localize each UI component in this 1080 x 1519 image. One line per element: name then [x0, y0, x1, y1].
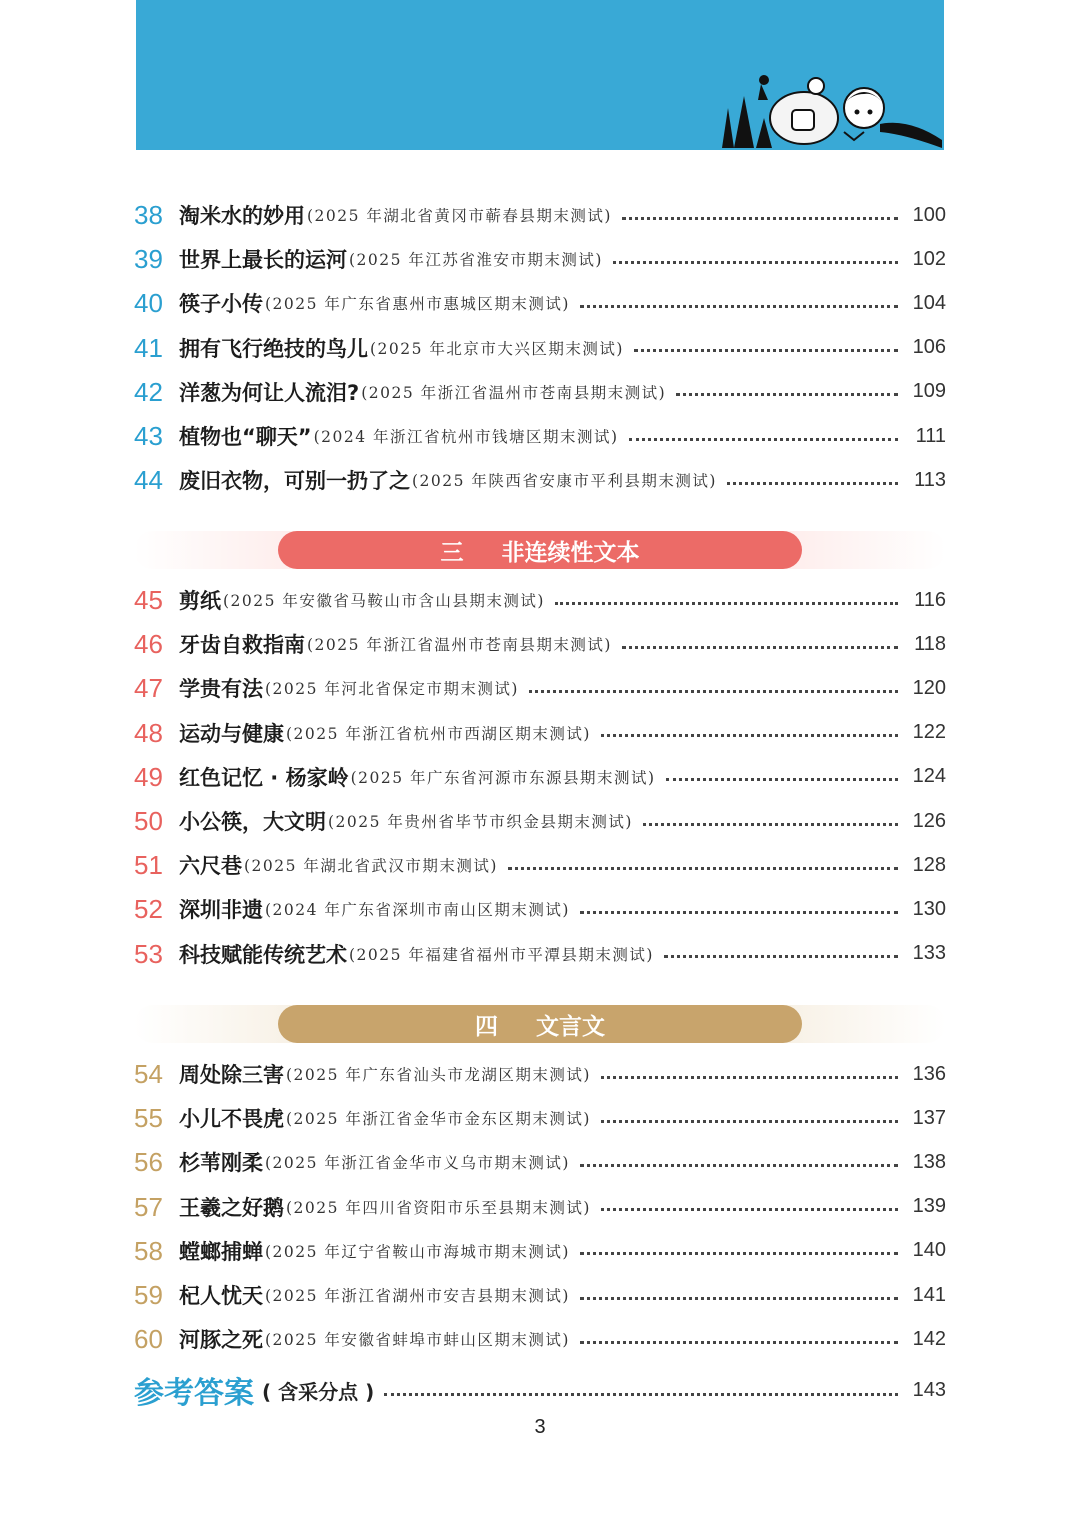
- section-number: 四: [475, 1013, 498, 1040]
- entry-source: (2024 年广东省深圳市南山区期末测试): [265, 901, 570, 920]
- leader-dots: [580, 1341, 898, 1344]
- toc-entry[interactable]: [134, 281, 946, 325]
- leader-dots: [676, 393, 898, 396]
- entry-source: (2025 年安徽省蚌埠市蚌山区期末测试): [265, 1331, 570, 1350]
- entry-title: 洋葱为何让人流泪?: [179, 380, 360, 405]
- entry-source: (2025 年广东省惠州市惠城区期末测试): [265, 295, 570, 314]
- entry-title: 拥有飞行绝技的鸟儿: [179, 336, 368, 361]
- leader-dots: [555, 602, 898, 605]
- entry-number: 38: [134, 200, 163, 231]
- leader-dots: [727, 482, 898, 485]
- entry-title: 淘米水的妙用: [179, 204, 305, 229]
- entry-title: 周处除三害: [179, 1063, 284, 1088]
- leader-dots: [622, 646, 898, 649]
- entry-source: (2025 年河北省保定市期末测试): [265, 680, 519, 699]
- entry-title: 河豚之死: [179, 1328, 263, 1353]
- entry-source: (2025 年浙江省金华市金东区期末测试): [286, 1110, 591, 1129]
- toc-entry[interactable]: [134, 326, 946, 370]
- toc-group-expository: [134, 193, 946, 502]
- entry-title: 学贵有法: [179, 677, 263, 702]
- entry-page-number: 124: [912, 765, 946, 788]
- entry-source: (2025 年江苏省淮安市期末测试): [349, 251, 603, 270]
- entry-number: 39: [134, 244, 163, 275]
- entry-number: 42: [134, 376, 163, 407]
- entry-source: (2025 年北京市大兴区期末测试): [370, 339, 624, 358]
- toc-entry[interactable]: [134, 1140, 946, 1184]
- footer-page-number: 3: [534, 1416, 546, 1438]
- entry-page-number: 118: [914, 632, 946, 655]
- leader-dots: [601, 1120, 898, 1123]
- leader-dots: [664, 955, 898, 958]
- entry-source: (2025 年贵州省毕节市织金县期末测试): [328, 813, 633, 832]
- entry-page-number: 142: [912, 1327, 946, 1350]
- toc-entry[interactable]: [134, 1052, 946, 1096]
- entry-number: 41: [134, 332, 163, 363]
- entry-page-number: 138: [912, 1150, 946, 1173]
- toc-entry[interactable]: [134, 1185, 946, 1229]
- leader-dots: [508, 867, 898, 870]
- section-number: 三: [440, 539, 464, 566]
- entry-source: (2025 年浙江省湖州市安吉县期末测试): [265, 1287, 570, 1306]
- leader-dots: [601, 734, 898, 737]
- toc-group-non-continuous: [134, 578, 946, 976]
- entry-title: 深圳非遗: [179, 898, 263, 923]
- entry-source: (2025 年广东省汕头市龙湖区期末测试): [286, 1066, 591, 1085]
- toc-entry[interactable]: [134, 1096, 946, 1140]
- entry-page-number: 113: [914, 468, 946, 491]
- entry-number: 48: [134, 717, 163, 748]
- toc-entry[interactable]: [134, 711, 946, 755]
- entry-number: 57: [134, 1191, 163, 1222]
- entry-title: 杉苇刚柔: [179, 1151, 263, 1176]
- entry-title: 杞人忧天: [179, 1284, 263, 1309]
- leader-dots: [580, 305, 898, 308]
- section-header-non-continuous: [134, 531, 946, 569]
- toc-entry[interactable]: [134, 666, 946, 710]
- toc-entry[interactable]: [134, 622, 946, 666]
- leader-dots: [634, 349, 898, 352]
- entry-number: 51: [134, 850, 163, 881]
- entry-source: (2025 年安徽省马鞍山市含山县期末测试): [223, 592, 545, 611]
- leader-dots: [613, 261, 898, 264]
- toc-entry[interactable]: [134, 887, 946, 931]
- leader-dots: [629, 438, 898, 441]
- entry-title: 筷子小传: [179, 292, 263, 317]
- entry-title: 运动与健康: [179, 721, 284, 746]
- entry-number: 54: [134, 1059, 163, 1090]
- banner-illustration: [704, 0, 944, 150]
- leader-dots: [643, 823, 898, 826]
- entry-number: 40: [134, 288, 163, 319]
- toc-entry[interactable]: [134, 799, 946, 843]
- entry-title: 小儿不畏虎: [179, 1107, 284, 1132]
- entry-page-number: 122: [912, 721, 946, 744]
- entry-number: 50: [134, 806, 163, 837]
- entry-source: (2025 年浙江省杭州市西湖区期末测试): [286, 724, 591, 743]
- entry-page-number: 126: [912, 809, 946, 832]
- leader-dots: [601, 1076, 898, 1079]
- leader-dots: [666, 778, 898, 781]
- section-title-pill: [278, 1005, 802, 1043]
- entry-title: 牙齿自救指南: [179, 633, 305, 658]
- answers-title: 参考答案: [134, 1376, 254, 1411]
- section-title: 文言文: [536, 1013, 605, 1040]
- entry-title: 世界上最长的运河: [179, 248, 347, 273]
- toc-entry[interactable]: [134, 370, 946, 414]
- entry-source: (2025 年湖北省武汉市期末测试): [244, 857, 498, 876]
- entry-page-number: 139: [912, 1195, 946, 1218]
- entry-source: (2025 年四川省资阳市乐至县期末测试): [286, 1198, 591, 1217]
- leader-dots: [601, 1208, 898, 1211]
- entry-page-number: 104: [912, 291, 946, 314]
- toc-entry[interactable]: [134, 843, 946, 887]
- toc-entry[interactable]: [134, 578, 946, 622]
- entry-page-number: 102: [912, 247, 946, 270]
- entry-number: 60: [134, 1324, 163, 1355]
- section-header-classical-chinese: [134, 1005, 946, 1043]
- entry-page-number: 109: [912, 380, 946, 403]
- entry-source: (2025 年浙江省温州市苍南县期末测试): [307, 636, 612, 655]
- entry-title: 植物也“聊天”: [179, 425, 312, 450]
- entry-title: 小公筷，大文明: [179, 810, 326, 835]
- section-title: 非连续性文本: [501, 539, 640, 566]
- toc-entry[interactable]: [134, 755, 946, 799]
- toc-entry[interactable]: [134, 237, 946, 281]
- toc-entry[interactable]: [134, 1273, 946, 1317]
- toc-entry[interactable]: [134, 932, 946, 976]
- entry-page-number: 137: [912, 1106, 946, 1129]
- entry-title: 红色记忆 · 杨家岭: [179, 765, 349, 790]
- entry-number: 52: [134, 894, 163, 925]
- leader-dots: [580, 1164, 898, 1167]
- entry-title: 废旧衣物，可别一扔了之: [179, 469, 410, 494]
- entry-page-number: 141: [912, 1283, 946, 1306]
- entry-number: 49: [134, 761, 163, 792]
- entry-source: (2025 年福建省福州市平潭县期末测试): [349, 945, 654, 964]
- entry-number: 46: [134, 629, 163, 660]
- header-banner: [136, 0, 944, 150]
- entry-page-number: 130: [912, 897, 946, 920]
- entry-page-number: 120: [912, 676, 946, 699]
- entry-title: 剪纸: [179, 589, 221, 614]
- entry-number: 59: [134, 1280, 163, 1311]
- entry-number: 55: [134, 1103, 163, 1134]
- leader-dots: [384, 1393, 898, 1396]
- entry-number: 43: [134, 421, 163, 452]
- entry-source: (2025 年广东省河源市东源县期末测试): [350, 768, 656, 787]
- entry-number: 45: [134, 585, 163, 616]
- entry-page-number: 133: [912, 942, 946, 965]
- toc-group-classical-chinese: [134, 1052, 946, 1361]
- entry-source: (2024 年浙江省杭州市钱塘区期末测试): [313, 428, 619, 447]
- entry-source: (2025 年陕西省安康市平利县期末测试): [412, 472, 717, 491]
- toc-entry-answers[interactable]: [134, 1364, 946, 1416]
- entry-page-number: 116: [914, 588, 946, 611]
- leader-dots: [580, 1297, 898, 1300]
- entry-page-number: 136: [912, 1062, 946, 1085]
- toc-entry[interactable]: [134, 193, 946, 237]
- leader-dots: [529, 690, 898, 693]
- entry-page-number: 106: [912, 336, 946, 359]
- entry-source: (2025 年湖北省黄冈市蕲春县期末测试): [307, 207, 612, 226]
- section-title-pill: [278, 531, 802, 569]
- toc-entry[interactable]: [134, 1229, 946, 1273]
- toc-entry[interactable]: [134, 414, 946, 458]
- entry-page-number: 100: [912, 203, 946, 226]
- entry-source: (2025 年浙江省温州市苍南县期末测试): [361, 383, 667, 402]
- toc-entry[interactable]: [134, 458, 946, 502]
- leader-dots: [580, 911, 898, 914]
- entry-source: (2025 年辽宁省鞍山市海城市期末测试): [265, 1242, 570, 1261]
- answers-subtitle: ( 含采分点 ): [262, 1379, 375, 1404]
- entry-page-number: 128: [912, 853, 946, 876]
- leader-dots: [622, 217, 898, 220]
- entry-title: 王羲之好鹅: [179, 1195, 284, 1220]
- entry-title: 螳螂捕蝉: [179, 1239, 263, 1264]
- entry-title: 六尺巷: [179, 854, 242, 879]
- entry-source: (2025 年浙江省金华市义乌市期末测试): [265, 1154, 570, 1173]
- answers-page-number: 143: [912, 1378, 946, 1401]
- leader-dots: [580, 1252, 898, 1255]
- entry-number: 44: [134, 465, 163, 496]
- entry-number: 56: [134, 1147, 163, 1178]
- entry-title: 科技赋能传统艺术: [179, 942, 347, 967]
- entry-number: 58: [134, 1235, 163, 1266]
- entry-page-number: 111: [915, 424, 946, 447]
- entry-number: 53: [134, 938, 163, 969]
- entry-page-number: 140: [912, 1239, 946, 1262]
- entry-number: 47: [134, 673, 163, 704]
- toc-entry[interactable]: [134, 1317, 946, 1361]
